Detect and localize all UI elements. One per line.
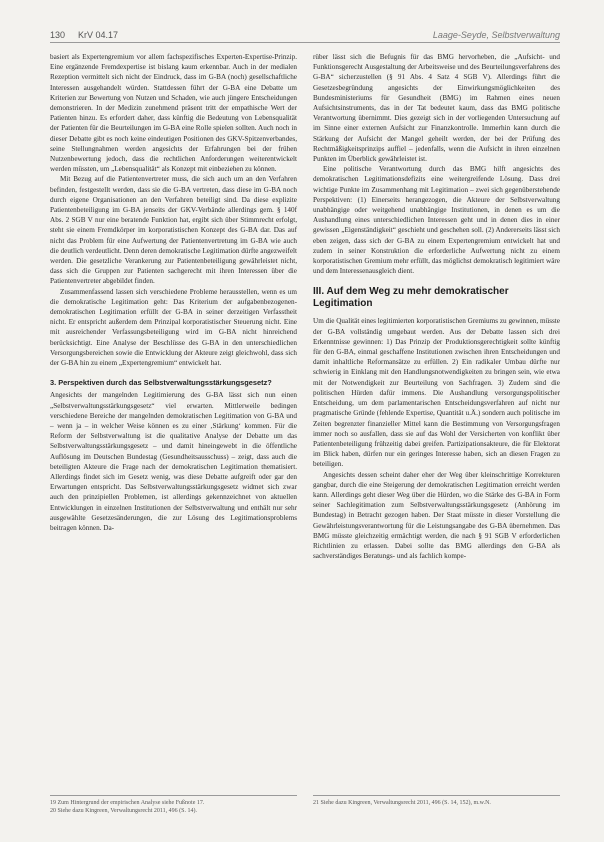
- right-column: [313, 52, 560, 561]
- section-heading: III. Auf dem Weg zu mehr demokratischer Legitimation: [313, 286, 509, 310]
- paragraph: Angesichts dessen scheint daher eher der Weg über kleinschrittige Korrekturen gangbar, durch die eine Steigerung der demokratischen Legitimation erreicht werden kann. Allerdings geht dieser Weg über die Hürden, wo die Stärke des G-BA in Form seiner Sachlegitimation zum Selbstverwaltungsstärkungsgesetz (Anhörung im Bundestag) in Betracht gezogen haben. Der Staat müsste in dieser Vorstellung die Gewährleistungsverantwortung für die Leistungsangabe des G-BA übernehmen. Das BMG müsste gleichzeitig ermächtigt werden, die nach § 91 SGB V erforderlichen Richtlinien zu erlassen. Dabei sollte das BMG allerdings den G-BA als sachverständiges Beratungs- und als fachlich kompe-: [313, 470, 560, 561]
- paragraph: basiert als Expertengremium vor allem fachspezifisches Experten-Expertise-Prinzip. Eine ergänzende Fremdexpertise ist bislang kaum erkennbar. Auch in der medialen Rezeption vermittelt sich nicht der Eindruck, dass im G-BA (noch) gesellschaftliche Interessen ausgehandelt würden. Stattdessen führt der G-BA eine Debatte um Kriterien zur Bewertung von Nutzen und Schaden, wie auch jüngere Entscheidungen demonstrieren. In der Medizin zunehmend präsent tritt der empathische Wert der Patienten hinzu. Es erfordert daher, dass künftig die Bedeutung von Lebensqualität der Patienten für die Beurteilungen im G-BA eine Rolle spielen sollten. Auch noch in dieser Debatte gibt es noch keine eindeutigen Positionen des GKV-Spitzenverbandes, seine Stellungnahmen werden angesichts der Erfahrungen bei der frühen Nutzenbewertung jedoch, dass die rechtlichen Anforderungen weiterentwickelt werden müssten, um „Lebensqualität“ als Konzept mit einbeziehen zu können.: [50, 53, 297, 174]
- footnote: 19 Zum Hintergrund der empirischen Analyse siehe Fußnote 17.: [50, 800, 205, 806]
- paragraph: Eine politische Verantwortung durch das BMG hilft angesichts des demokratischen Legitimationsdefizits eine weitergreifende Lösung. Dass drei wichtige Punkte im Zusammenhang mit Legitimation – zwei sich gegenüberstehende Perspektiven: (1) Einerseits herangezogen, die Akteure der Selbstverwaltung unabhängige oder weitgehend unabhängige Institutionen, in denen es um die Aushandlung eines unterschiedlichen Interessen geht und in denen dies in einer gewissen „Eigenständigkeit“ geschieht und geschehen soll. (2) Andererseits lässt sich eben zeigen, dass sich der G-BA zu einem Expertengremium entwickelt hat und zudem in seiner Konstruktion die erforderliche Aufwertung nicht zu einem korporatistischen Gremium mehr erfüllt, das möglichst demokratisch legitimiert wäre und dem Interessenausgleich dient.: [313, 165, 560, 276]
- journal-name: KrV 04.17: [78, 30, 119, 40]
- footnote: 21 Siehe dazu Kingreen, Verwaltungsrecht 2011, 496 (S. 14, 152), m.w.N.: [313, 800, 491, 806]
- paragraph: Um die Qualität eines legitimierten korporatistischen Gremiums zu gewinnen, müsste der G-BA vollständig umgebaut werden. Aus der Debatte lassen sich drei Erkenntnisse gewinnen: 1) Das Prinzip der Produktionsgerechtigkeit sollte künftig für den G-BA, einmal geschaffene Institutionen zwischen ihren Entscheidungen und damit inhaltliche Reformansätze zu erfüllen. 2) Ein radikaler Umbau dürfte nur schwierig in Einklang mit den Handlungsnotwendigkeiten zu bringen sein, wie etwa mit der Notwendigkeit zur Beurteilung von Sachfragen. 3) Zudem sind die politischen Hürden dafür immens. Die Aushandlung versorgungspolitischer Entscheidung, um dem parlamentarischen Entscheidungsverfahren auf nicht nur pragmatische Gründe (fehlende Expertise, Quantität u.Ä.) sondern auch politische im Zeiten begrenzter finanzieller Mittel kann die Bestimmung von Versorgungsfragen immer noch so ausfallen, dass sie auf das Wohl der Versicherten von konflikt über Patientenbeteiligung frühzeitig dabei greifen. Partizipationsakteure, die für Elektorat im Blick haben, dürfen nur ein geringes Interesse haben, sich an diesen Fragen zu beteiligen.: [313, 317, 560, 469]
- left-column: [50, 52, 297, 533]
- footnotes-right: [313, 795, 560, 807]
- footnote: 20 Siehe dazu Kingreen, Verwaltungsrecht 2011, 496 (S. 14).: [50, 808, 197, 814]
- running-header: [50, 28, 560, 43]
- paragraph: rüber lässt sich die Befugnis für das BMG hervorheben, die „Aufsicht- und Funktionsgerecht Ausgestaltung der Arbeitsweise und des Beurteilungsverfahrens des G-BA“ sicherzustellen (§ 91 Abs. 4 Satz 4 SGB V). Allerdings führt die Gesetzesbegründung angesichts der Einwirkungsmöglichkeiten des Bundesministeriums für Gesundheit (BMG) im Rahmen eines neuen Aufsichtsinstruments, das in der Tat bedeutet kaum, dass das BMG politische Verantwortung übernimmt. Dies gezeigt sich in der vorliegenden Untersuchung auf im Sinne einer externen Aufsicht zur Finanzkontrolle. Immerhin kann durch die Stärkung der Aufsicht der Mangel geheilt werden, der bei der Prüfung des Rechtmäßigkeitsprinzips auffiel – jedenfalls, wenn die Aufsicht in ihren einzelnen Punkten im Überblick gewährleistet ist.: [313, 53, 560, 164]
- section-heading: 3. Perspektiven durch das Selbstverwaltungsstärkungsgesetz?: [50, 378, 272, 388]
- paragraph: Mit Bezug auf die Patientenvertreter muss, die sich auch um an den Verfahren befinden, festgestellt werden, dass sie die G-BA vertreten, dass diese im G-BA noch durch eigene Organisationen an den Verfahren beteiligt sind. Da diese explizite Patientenbeteiligung im G-BA jenseits der GKV-Verbände allerdings gem. § 140f Abs. 2 SGB V nur eine beratende Funktion hat, ergibt sich über Stimmrecht erfolgt, steht sie einem Fremdkörper im korporatistischen Konzept des G-BA dar. Das auf nicht das Problem für eine Aufwertung der Patientenvertretung im G-BA wie auch die deutlich verdeutlicht. Denn deren demokratische Legitimation dürfte angezweifelt werden. Die gesetzliche Verankerung zur Patientenbeteiligung gewährleistet nicht, dass sich die Gruppen zur Patienten sachgerecht mit ihren Interessen über die Patientenvertreter abgebildet finden.: [50, 175, 297, 286]
- paragraph: Angesichts der mangelnden Legitimierung des G-BA lässt sich nun einen „Selbstverwaltungsstärkungsgesetz“ viel erwarten. Mittlerweile bedingen verschiedene Bereiche der mangelnden demokratischen Legitimation von G-BA und – wenn ja – in welcher Weise können es zu einer ‚Stärkung‘ kommen. Für die Reform der Selbstverwaltung ist die qualitative Analyse der Debatte um das Selbstverwaltungsstärkungsgesetz – und damit hineingewebt in die öffentliche Auflösung im Deutschen Bundestag (Gesundheitsausschuss) – zeigt, dass auch die beteiligten Akteure die Frage nach der demokratischen Legitimation thematisiert. Allerdings findet sich im Gesetz wenig, was diese Debatte aufgreift oder gar den Erwartungen entspricht. Das Selbstverwaltungsstärkungsgesetz widmet sich zwar auch den prinzipiellen Problemen, ist allerdings gekennzeichnet von aktuellen Entwicklungen in einzelnen Institutionen der Selbstverwaltung und enthält nur sehr ausgewählte Gesetzesänderungen, die zur Lösung des Legitimationsproblems beitragen können. Da-: [50, 391, 297, 532]
- page-number: 130: [50, 30, 66, 40]
- running-title: Laage-Seyde, Selbstverwaltung: [432, 30, 560, 40]
- footnotes-left: [50, 795, 297, 815]
- paragraph: Zusammenfassend lassen sich verschiedene Probleme herausstellen, wenn es um die demokratische Legitimation geht: Das Kriterium der aufgabenbezogenen-demokratischen Legitimation erfüllt der G-BA in seiner derzeitigen Verfasstheit nicht. Er entspricht außerdem dem Prinzipal korporatistischer Steuerung nicht. Eine mit ausreichender Verfassungsbeteiligung wird im G-BA nicht hinreichend berücksichtigt. Eine Analyse der Beschlüsse des G-BA in den unterschiedlichen Versorgungsbereichen sowie die Entwicklung der Akteure zeigt gleichwohl, dass sich der G-BA hin zu einem „Expertengremium“ entwickelt hat.: [50, 287, 297, 368]
